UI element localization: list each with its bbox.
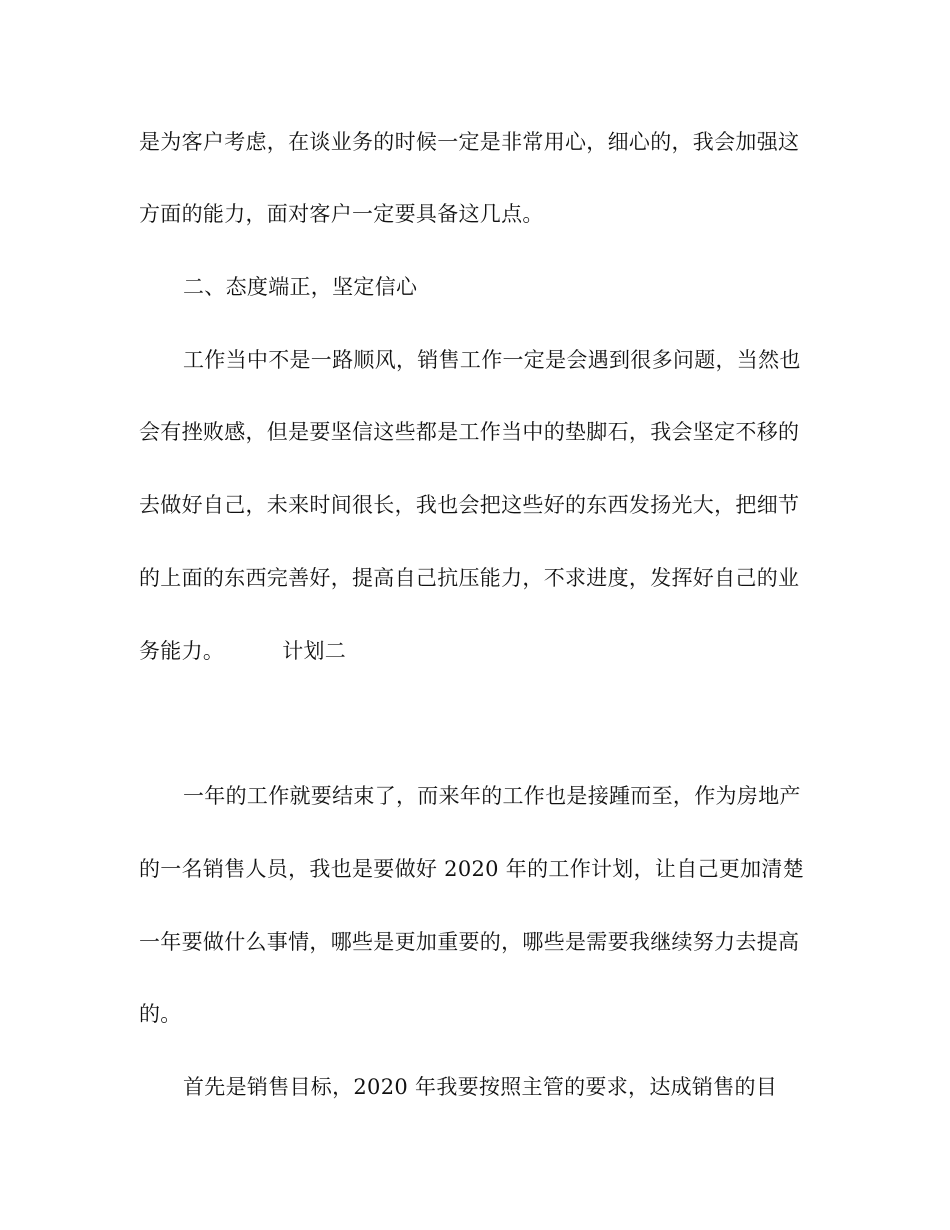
- plan-two-heading: 计划二: [282, 639, 347, 663]
- text-line-12: 的。: [139, 1002, 182, 1026]
- text-line-11: 一年要做什么事情，哪些是更加重要的，哪些是需要我继续努力去提高: [139, 930, 800, 954]
- text-line-6: 去做好自己，未来时间很长，我也会把这些好的东西发扬光大，把细节: [139, 493, 800, 517]
- section-heading: 二、态度端正，坚定信心: [183, 275, 418, 299]
- text-line-7: 的上面的东西完善好，提高自己抗压能力，不求进度，发挥好自己的业: [139, 566, 800, 590]
- text-line-1: 是为客户考虑，在谈业务的时候一定是非常用心，细心的，我会加强这: [139, 130, 800, 154]
- text-line-4: 工作当中不是一路顺风，销售工作一定是会遇到很多问题，当然也: [183, 348, 801, 372]
- text-line-5: 会有挫败感，但是要坚信这些都是工作当中的垫脚石，我会坚定不移的: [139, 420, 800, 444]
- text-line-10: 的一名销售人员，我也是要做好 2020 年的工作计划，让自己更加清楚: [139, 857, 804, 881]
- text-line-9: 一年的工作就要结束了，而来年的工作也是接踵而至，作为房地产: [183, 784, 801, 808]
- text-line-8-body: 务能力。: [139, 639, 225, 663]
- text-line-2: 方面的能力，面对客户一定要具备这几点。: [139, 202, 544, 226]
- text-line-13: 首先是销售目标，2020 年我要按照主管的要求，达成销售的目: [183, 1075, 778, 1099]
- text-line-8: [139, 637, 829, 665]
